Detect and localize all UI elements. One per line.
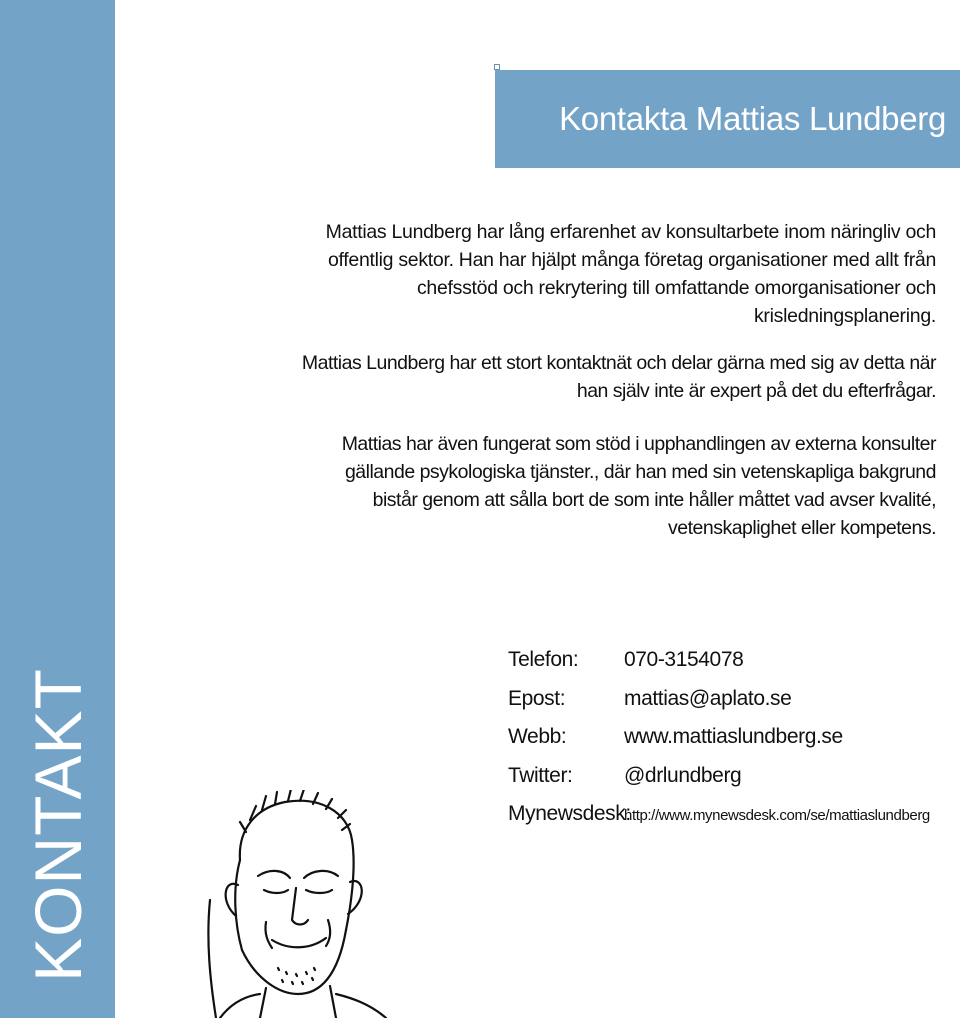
mynewsdesk-link[interactable]: http://www.mynewsdesk.com/se/mattiaslundberg xyxy=(624,807,930,824)
corner-mark xyxy=(494,64,500,70)
intro-paragraph: Mattias Lundberg har lång erfarenhet av konsultarbete inom näringliv och offentlig sektor. Han har hjälpt många företag organisationer med allt från chefsstöd och rekrytering till omfattande omorganisationer och krisledningsplanering. xyxy=(325,221,936,327)
portrait-sketch-icon xyxy=(180,790,410,1018)
title-banner xyxy=(495,70,960,168)
email-label: Epost: xyxy=(508,686,566,710)
network-paragraph: Mattias Lundberg har ett stort kontaktnät och delar gärna med sig av detta när han själv inte är expert på det du efterfrågar. xyxy=(301,352,936,402)
web-label: Webb: xyxy=(508,725,567,748)
mynewsdesk-label: Mynewsdesk: xyxy=(508,802,631,825)
twitter-label: Twitter: xyxy=(508,763,573,787)
contact-row-mynewsdesk xyxy=(508,802,948,841)
email-link[interactable]: mattias@aplato.se xyxy=(624,686,792,710)
phone-value[interactable]: 070-3154078 xyxy=(624,648,744,671)
page-title: Kontakta Mattias Lundberg xyxy=(559,100,946,137)
contact-row-web xyxy=(508,725,948,764)
contact-row-twitter xyxy=(508,764,948,803)
phone-label: Telefon: xyxy=(508,648,579,671)
contact-list xyxy=(508,648,948,841)
sidebar xyxy=(0,0,115,1018)
web-link[interactable]: www.mattiaslundberg.se xyxy=(624,725,843,748)
sidebar-label: KONTAKT xyxy=(21,668,95,982)
procurement-paragraph: Mattias har även fungerat som stöd i upphandlingen av externa konsulter gällande psykologiska tjänster., där han med sin vetenskapliga bakgrund bistår genom att sålla bort de som inte håller måttet vad avser kvalité, vetenskaplighet eller kompetens. xyxy=(341,433,936,539)
contact-row-email xyxy=(508,687,948,726)
contact-row-phone xyxy=(508,648,948,687)
twitter-handle[interactable]: @drlundberg xyxy=(624,763,742,787)
